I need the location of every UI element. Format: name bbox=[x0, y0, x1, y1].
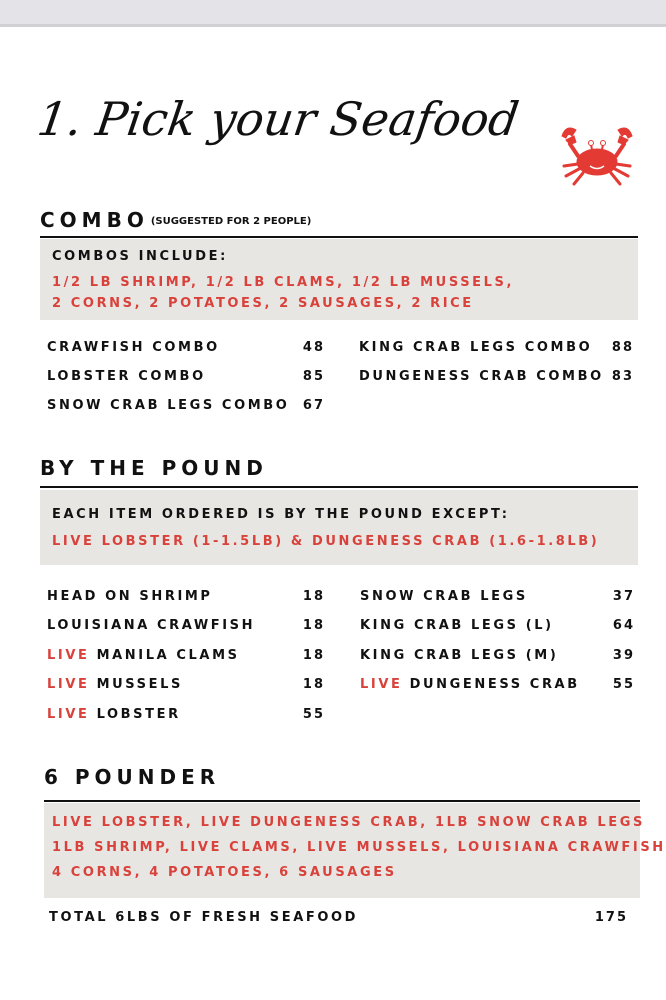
combo-subheading: (SUGGESTED FOR 2 PEOPLE) bbox=[150, 216, 312, 227]
menu-item-price: 55 bbox=[612, 677, 635, 692]
menu-item-price: 67 bbox=[302, 398, 325, 413]
menu-item-name bbox=[360, 677, 580, 692]
menu-item-name bbox=[47, 589, 213, 604]
item-name-text: LOUISIANA CRAWFISH bbox=[47, 618, 256, 633]
menu-item-price: 64 bbox=[612, 618, 635, 633]
live-label: LIVE bbox=[360, 677, 403, 692]
item-name-text: MUSSELS bbox=[89, 677, 183, 692]
menu-item-price: 88 bbox=[611, 340, 634, 355]
combo-heading bbox=[40, 208, 311, 232]
live-label: LIVE bbox=[47, 648, 90, 663]
item-name-text: KING CRAB LEGS (M) bbox=[360, 648, 559, 663]
menu-item-name: SNOW CRAB LEGS COMBO bbox=[47, 398, 290, 413]
by-the-pound-note-line2: LIVE LOBSTER (1-1.5LB) & DUNGENESS CRAB (1.6-1.8LB) bbox=[52, 534, 600, 549]
by-the-pound-heading: BY THE POUND bbox=[40, 456, 268, 480]
item-name-text: DUNGENESS CRAB bbox=[402, 677, 580, 692]
menu-item-price: 18 bbox=[302, 618, 325, 633]
menu-item-price: 48 bbox=[302, 340, 325, 355]
by-the-pound-note-line1: EACH ITEM ORDERED IS BY THE POUND EXCEPT: bbox=[52, 507, 510, 522]
combo-rule bbox=[40, 236, 638, 238]
menu-item-name: LOBSTER COMBO bbox=[47, 369, 206, 384]
top-bar bbox=[0, 0, 666, 27]
live-label: LIVE bbox=[47, 707, 90, 722]
combo-heading-text: COMBO bbox=[40, 208, 149, 232]
menu-item-name bbox=[47, 648, 240, 663]
menu-item-name: CRAWFISH COMBO bbox=[47, 340, 220, 355]
six-pounder-line1: LIVE LOBSTER, LIVE DUNGENESS CRAB, 1LB SNOW CRAB LEGS bbox=[52, 815, 645, 830]
menu-item-price: 18 bbox=[302, 648, 325, 663]
combo-includes-line1: 1/2 LB SHRIMP, 1/2 LB CLAMS, 1/2 LB MUSSELS, bbox=[52, 275, 515, 290]
six-pounder-line2: 1LB SHRIMP, LIVE CLAMS, LIVE MUSSELS, LOUISIANA CRAWFISH bbox=[52, 840, 666, 855]
menu-item-name bbox=[47, 707, 181, 722]
item-name-text: HEAD ON SHRIMP bbox=[47, 589, 213, 604]
menu-item-price: 83 bbox=[611, 369, 634, 384]
menu-item-name bbox=[360, 589, 528, 604]
menu-item-name bbox=[360, 648, 558, 663]
menu-item-price: 55 bbox=[302, 707, 325, 722]
menu-item-price: 18 bbox=[302, 677, 325, 692]
menu-item-price: 37 bbox=[612, 589, 635, 604]
combo-includes-label: COMBOS INCLUDE: bbox=[52, 249, 228, 264]
six-pounder-total-label: TOTAL 6LBS OF FRESH SEAFOOD bbox=[49, 910, 359, 925]
by-the-pound-rule bbox=[40, 486, 638, 488]
menu-item-name: DUNGENESS CRAB COMBO bbox=[359, 369, 604, 384]
crab-icon bbox=[556, 122, 638, 192]
menu-item-price: 85 bbox=[302, 369, 325, 384]
item-name-text: MANILA CLAMS bbox=[89, 648, 240, 663]
live-label: LIVE bbox=[47, 677, 90, 692]
menu-item-name bbox=[47, 677, 183, 692]
combo-includes-line2: 2 CORNS, 2 POTATOES, 2 SAUSAGES, 2 RICE bbox=[52, 296, 474, 311]
six-pounder-rule bbox=[44, 800, 640, 802]
six-pounder-heading: 6 POUNDER bbox=[44, 765, 221, 789]
six-pounder-line3: 4 CORNS, 4 POTATOES, 6 SAUSAGES bbox=[52, 865, 397, 880]
menu-item-name bbox=[47, 618, 255, 633]
by-the-pound-note-box bbox=[40, 490, 638, 565]
six-pounder-total-price: 175 bbox=[594, 910, 628, 925]
menu-item-price: 39 bbox=[612, 648, 635, 663]
item-name-text: SNOW CRAB LEGS bbox=[360, 589, 528, 604]
page-title: 1. Pick your Seafood bbox=[34, 92, 523, 146]
item-name-text: LOBSTER bbox=[89, 707, 181, 722]
menu-item-name bbox=[360, 618, 554, 633]
menu-item-price: 18 bbox=[302, 589, 325, 604]
menu-item-name: KING CRAB LEGS COMBO bbox=[359, 340, 593, 355]
item-name-text: KING CRAB LEGS (L) bbox=[360, 618, 554, 633]
